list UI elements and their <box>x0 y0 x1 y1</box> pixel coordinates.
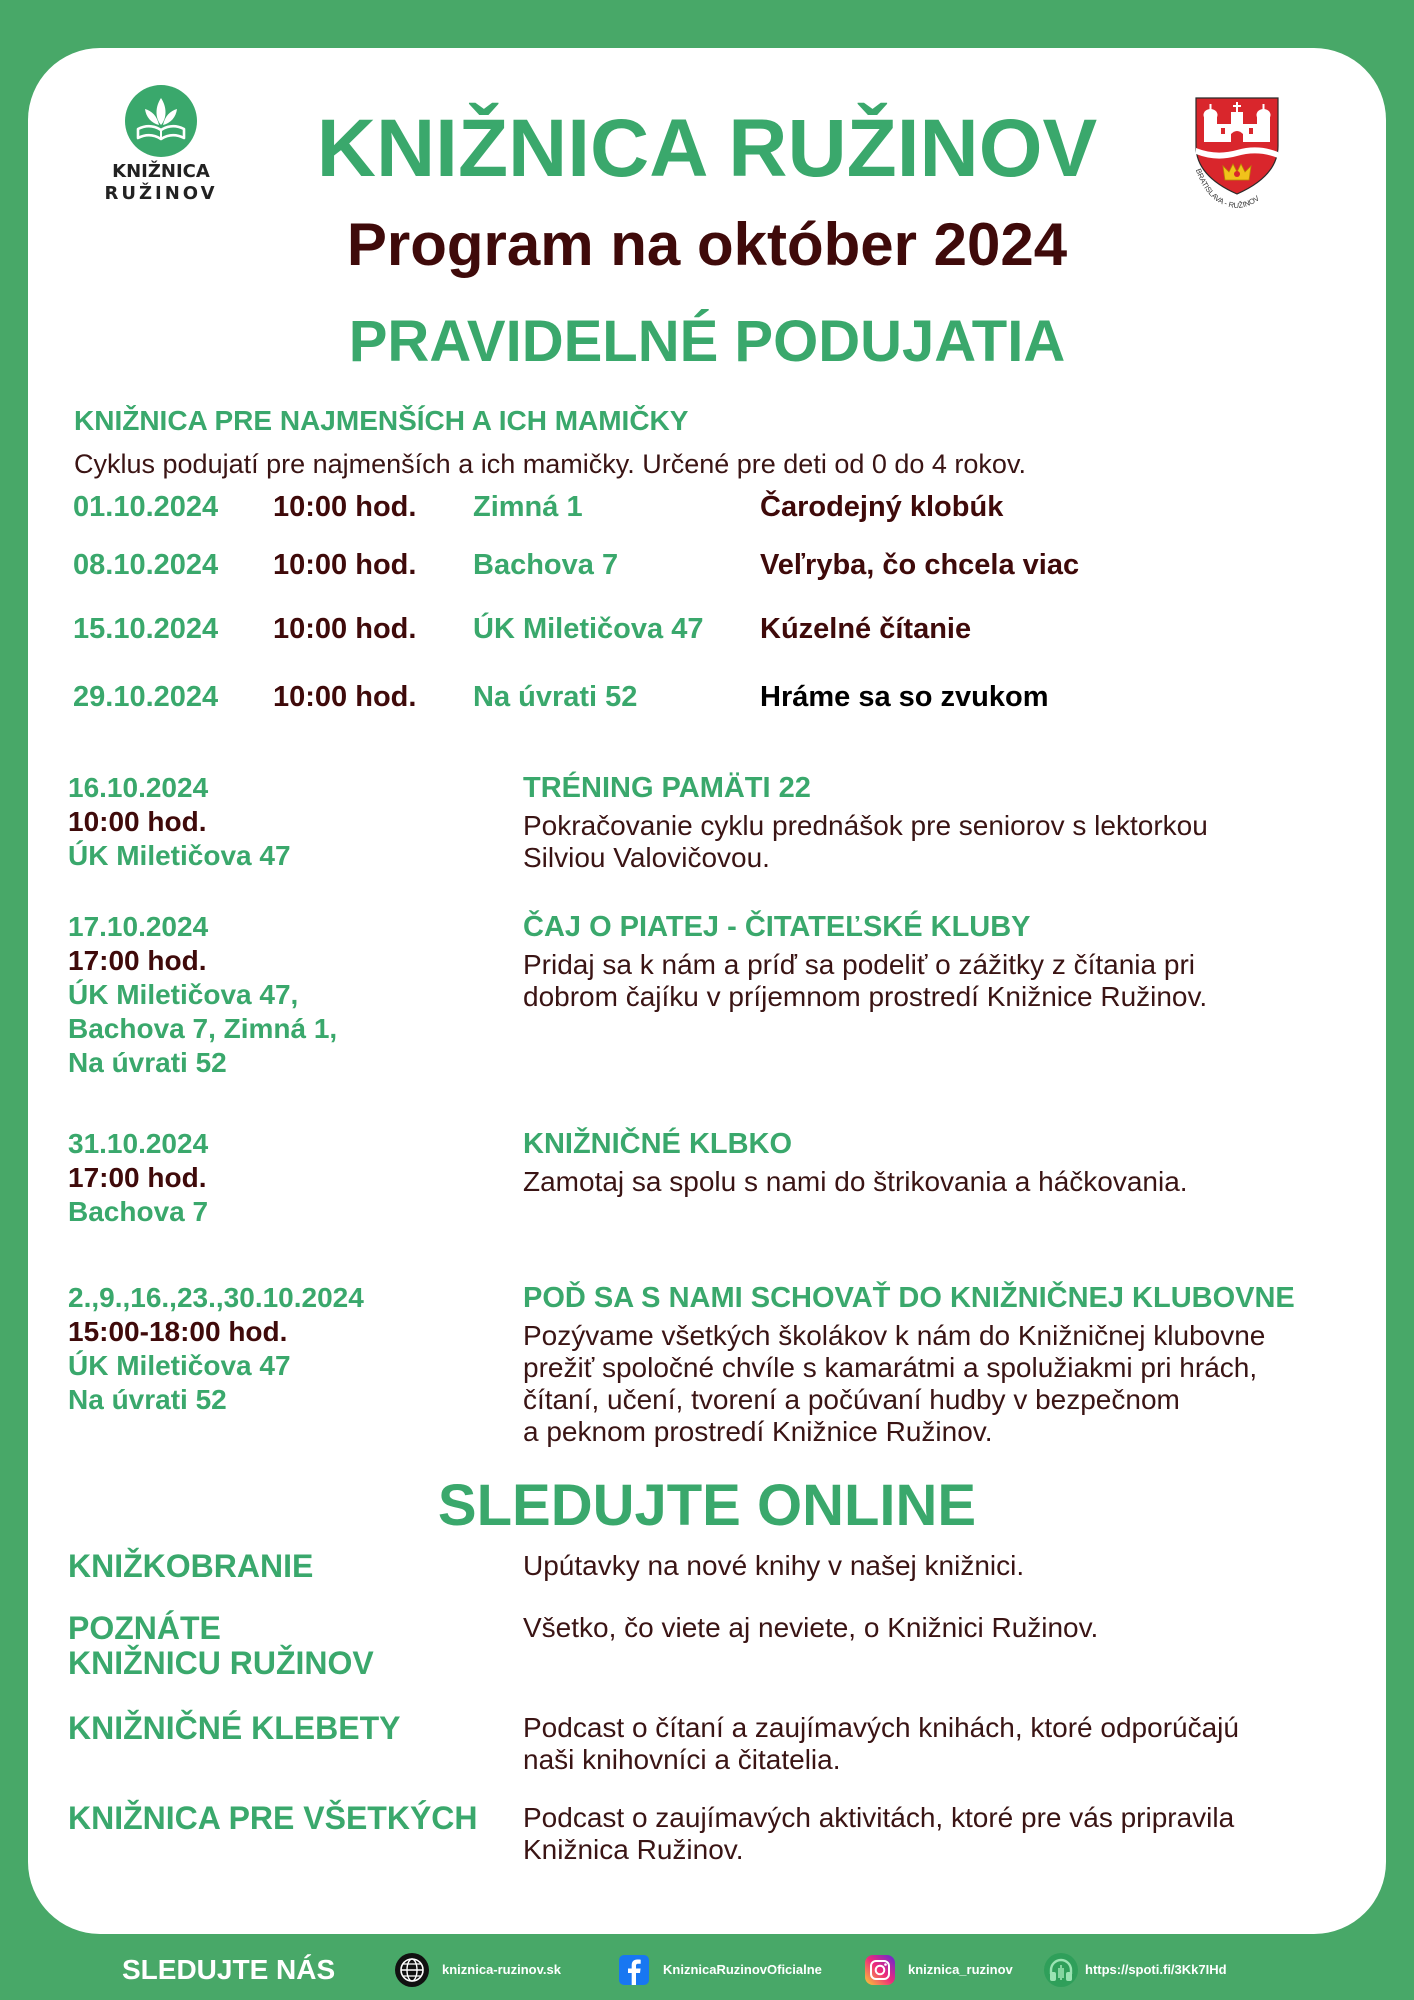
online-item-name <box>68 1711 400 1746</box>
event-description <box>523 1166 1188 1198</box>
session-date: 15.10.2024 <box>73 613 219 645</box>
section-title-online: SLEDUJTE ONLINE <box>437 1473 977 1538</box>
website-link-text[interactable]: kniznica-ruzinov.sk <box>442 1962 561 1977</box>
event-title: TRÉNING PAMÄTI 22 <box>523 772 811 804</box>
event-info <box>523 910 1207 1013</box>
online-item-description-line: Podcast o zaujímavých aktivitách, ktoré pre vás pripravila <box>523 1802 1235 1833</box>
event-date: 17.10.2024 <box>68 911 209 942</box>
online-item-name-line: KNIŽNICA PRE VŠETKÝCH <box>68 1800 478 1836</box>
session-date: 08.10.2024 <box>73 549 219 581</box>
session-place: Bachova 7 <box>473 549 619 581</box>
globe-icon <box>394 1952 430 1988</box>
online-item-name-line: POZNÁTE <box>68 1610 221 1646</box>
event-time: 17:00 hod. <box>68 945 207 976</box>
event-date: 31.10.2024 <box>68 1128 209 1159</box>
toddler-session-row <box>0 680 1414 714</box>
page-subtitle: Program na október 2024 <box>346 211 1068 278</box>
event-info <box>523 1127 1188 1198</box>
event-description <box>523 949 1207 1013</box>
event-place: ÚK Miletičova 47 <box>68 840 291 871</box>
logo-text-line2: RUŽINOV <box>104 183 218 204</box>
online-item-description <box>523 1802 1234 1866</box>
session-time: 10:00 hod. <box>273 681 417 713</box>
event-description-line: Pridaj sa k nám a príď sa podeliť o zážitky z čítania pri <box>523 949 1195 980</box>
toddler-cycle-description: Cyklus podujatí pre najmenších a ich mamičky. Určené pre deti od 0 do 4 rokov. <box>74 449 1026 479</box>
online-item-description-line: Všetko, čo viete aj neviete, o Knižnici Ružinov. <box>523 1612 1099 1643</box>
online-item-description-line: Podcast o čítaní a zaujímavých knihách, ktoré odporúčajú <box>523 1712 1239 1743</box>
session-title: Kúzelné čítanie <box>760 613 972 645</box>
event-details <box>68 910 337 1080</box>
toddler-session-row <box>0 612 1414 646</box>
session-date: 01.10.2024 <box>73 491 219 523</box>
event-place: ÚK Miletičova 47, <box>68 979 299 1010</box>
event-place: Bachova 7 <box>68 1196 209 1227</box>
event-description-line: dobrom čajíku v príjemnom prostredí Knižnice Ružinov. <box>523 981 1208 1012</box>
event-description-line: Pokračovanie cyklu prednášok pre seniorov s lektorkou <box>523 810 1208 841</box>
online-item-name <box>68 1801 478 1836</box>
toddler-cycle-heading: KNIŽNICA PRE NAJMENŠÍCH A ICH MAMIČKY <box>74 405 689 436</box>
online-item-description <box>523 1612 1098 1644</box>
event-description-line: a peknom prostredí Knižnice Ružinov. <box>523 1416 993 1447</box>
event-place: Na úvrati 52 <box>68 1384 227 1415</box>
event-description-line: Silviou Valovičovou. <box>523 842 770 873</box>
headphones-icon <box>1043 1952 1079 1988</box>
facebook-icon <box>616 1952 652 1988</box>
online-item-description-line: naši knihovníci a čitatelia. <box>523 1744 841 1775</box>
toddler-session-row <box>0 490 1414 524</box>
event-time: 15:00-18:00 hod. <box>68 1316 288 1347</box>
event-details <box>68 771 291 873</box>
event-title: POĎ SA S NAMI SCHOVAŤ DO KNIŽNIČNEJ KLUBOVNE <box>523 1282 1295 1314</box>
event-time: 17:00 hod. <box>68 1162 207 1193</box>
session-place: Na úvrati 52 <box>473 681 638 713</box>
instagram-icon <box>862 1952 898 1988</box>
online-item-name <box>68 1611 374 1681</box>
online-item-description <box>523 1712 1239 1776</box>
event-description <box>523 1320 1295 1448</box>
crest-lettering: BRATISLAVA - RUŽINOV <box>1193 167 1261 211</box>
event-place: Bachova 7, Zimná 1, <box>68 1013 338 1044</box>
session-title: Veľryba, čo chcela viac <box>760 549 1080 581</box>
session-place: ÚK Miletičova 47 <box>473 613 704 645</box>
event-details <box>68 1281 364 1417</box>
online-item-description <box>523 1550 1024 1582</box>
event-description-line: prežiť spoločné chvíle s kamarátmi a spolužiakmi pri hrách, <box>523 1352 1258 1383</box>
event-description-line: Pozývame všetkých školákov k nám do Knižničnej klubovne <box>523 1320 1266 1351</box>
event-title: KNIŽNIČNÉ KLBKO <box>523 1128 793 1160</box>
logo-text-line1: KNIŽNICA <box>112 161 210 182</box>
online-item-name-line: KNIŽNIČNÉ KLEBETY <box>68 1710 401 1746</box>
online-item-name-line: KNIŽKOBRANIE <box>68 1548 314 1584</box>
event-date: 2.,9.,16.,23.,30.10.2024 <box>68 1282 364 1313</box>
session-title: Čarodejný klobúk <box>760 491 1004 523</box>
event-time: 10:00 hod. <box>68 806 207 837</box>
event-info <box>523 1281 1295 1448</box>
session-time: 10:00 hod. <box>273 549 417 581</box>
session-title: Hráme sa so zvukom <box>760 681 1049 713</box>
online-item-name-line: KNIŽNICU RUŽINOV <box>68 1645 374 1681</box>
online-item-name <box>68 1549 313 1584</box>
session-date: 29.10.2024 <box>73 681 219 713</box>
section-title-regular-events: PRAVIDELNÉ PODUJATIA <box>348 309 1066 374</box>
footer-follow-label: SLEDUJTE NÁS <box>122 1954 336 1985</box>
session-place: Zimná 1 <box>473 491 583 523</box>
event-date: 16.10.2024 <box>68 772 209 803</box>
session-time: 10:00 hod. <box>273 491 417 523</box>
event-details <box>68 1127 208 1229</box>
page-title: KNIŽNICA RUŽINOV <box>316 103 1098 194</box>
event-description-line: Zamotaj sa spolu s nami do štrikovania a háčkovania. <box>523 1166 1188 1197</box>
facebook-link-text[interactable]: KniznicaRuzinovOficialne <box>663 1962 822 1977</box>
event-info <box>523 771 1208 874</box>
event-description-line: čítaní, učení, tvorení a počúvaní hudby v bezpečnom <box>523 1384 1180 1415</box>
session-time: 10:00 hod. <box>273 613 417 645</box>
online-item-description-line: Knižnica Ružinov. <box>523 1834 744 1865</box>
podcast-link-text[interactable]: https://spoti.fi/3Kk7IHd <box>1085 1962 1227 1977</box>
event-place: Na úvrati 52 <box>68 1047 227 1078</box>
toddler-session-row <box>0 548 1414 582</box>
online-item-description-line: Upútavky na nové knihy v našej knižnici. <box>523 1550 1025 1581</box>
event-title: ČAJ O PIATEJ - ČITATEĽSKÉ KLUBY <box>523 911 1031 943</box>
event-place: ÚK Miletičova 47 <box>68 1350 291 1381</box>
instagram-link-text[interactable]: kniznica_ruzinov <box>908 1962 1013 1977</box>
event-description <box>523 810 1208 874</box>
